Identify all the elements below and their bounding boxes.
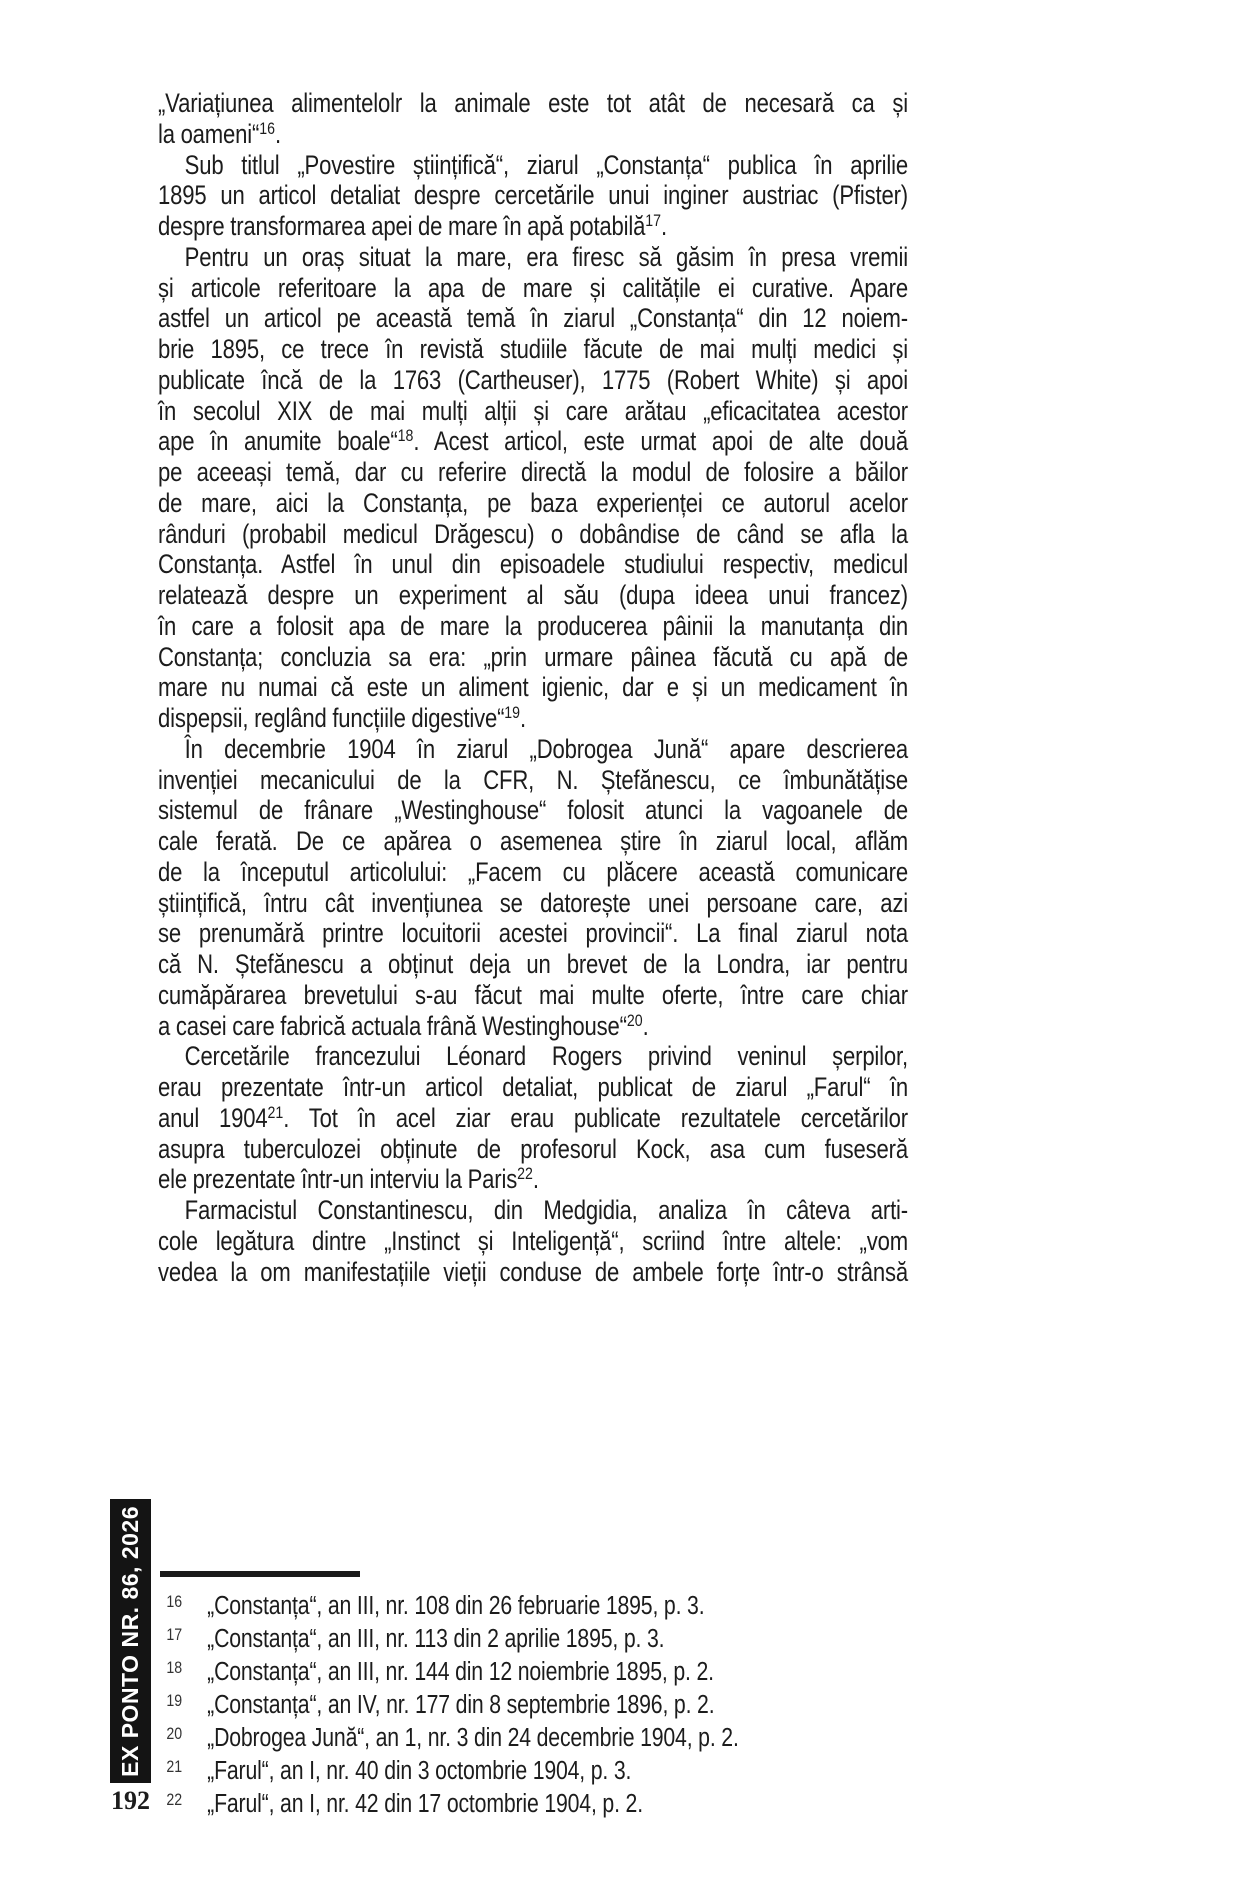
footnote-text: „Constanța“, an III, nr. 144 din 12 noiembrie 1895, p. 2. [207,1658,714,1686]
body-line: se prenumără printre locuitorii acestei provincii“. La final ziarul nota [158,918,908,949]
footnote-text: „Farul“, an I, nr. 40 din 3 octombrie 1904, p. 3. [207,1757,632,1785]
footnote-ref: 19 [504,703,521,722]
footnote: $^{22}$ „Farul“, an I, nr. 42 din 17 octombrie 1904, p. 2. [166,1790,643,1818]
body-line: cole legătura dintre „Instinct și Inteligență“, scriind între altele: „vom [158,1225,908,1256]
footnote: $^{19}$ „Constanța“, an IV, nr. 177 din 8 septembrie 1896, p. 2. [166,1691,715,1719]
footnote: $^{17}$ „Constanța“, an III, nr. 113 din 2 aprilie 1895, p. 3. [166,1625,665,1653]
body-line: asupra tuberculozei obținute de profesorul Kock, asa cum fuseseră [158,1133,908,1164]
body-line: Pentru un oraș situat la mare, era firesc să găsim în presa vremii [184,241,908,272]
body-line: pe aceeași temă, dar cu referire directă la modul de folosire a băilor [158,457,908,487]
body-line: sistemul de frânare „Westinghouse“ folosit atunci la vagoanele de [158,795,908,826]
body-line: științifică, întru cât invențiunea se datorește unei persoane care, azi [158,887,908,918]
footnote-ref: 21 [267,1102,284,1122]
body-line: erau prezentate într-un articol detaliat, publicat de ziarul „Farul“ în [158,1072,908,1102]
body-line: anul 1904$^{21}$. Tot în acel ziar erau publicate rezultatele cercetărilor [158,1102,908,1133]
body-line: În decembrie 1904 în ziarul „Dobrogea Jună“ apare descrierea [184,733,908,764]
footnote-text: „Dobrogea Jună“, an 1, nr. 3 din 24 decembrie 1904, p. 2. [207,1724,739,1752]
body-line: „Variațiunea alimentelolr la animale este tot atât de necesară ca și [158,88,908,118]
footnote: $^{21}$ „Farul“, an I, nr. 40 din 3 octombrie 1904, p. 3. [166,1757,632,1785]
footnote-separator-rule [160,1571,360,1577]
body-line: cale ferată. De ce apărea o asemenea știre în ziarul local, aflăm [158,826,908,856]
body-line: ele prezentate într-un interviu la Paris$^{22}$. [158,1164,539,1195]
body-line: de la începutul articolului: „Facem cu plăcere această comunicare [158,856,908,887]
footnote-ref: 16 [259,118,275,138]
body-line: și articole referitoare la apa de mare și calitățile ei curative. Apare [158,272,908,303]
body-line: rânduri (probabil medicul Drăgescu) o dobândise de când se afla la [158,518,908,549]
body-line: Constanța. Astfel în unul din episoadele studiului respectiv, medicul [158,549,908,580]
body-line: cumăpărarea brevetului s-au făcut mai multe oferte, între care chiar [158,979,908,1010]
footnote-text: „Constanța“, an III, nr. 108 din 26 februarie 1895, p. 3. [207,1592,705,1620]
body-line: mare nu numai că este un aliment igienic, dar e și un medicament în [158,672,908,703]
footnote-text: „Farul“, an I, nr. 42 din 17 octombrie 1904, p. 2. [207,1790,643,1818]
article-body [158,88,908,1287]
page-number: 192 [111,1786,150,1815]
body-line: astfel un articol pe această temă în ziarul „Constanța“ din 12 noiem- [158,303,908,334]
body-line: invenției mecanicului de la CFR, N. Ștefănescu, ce îmbunătățise [158,764,908,795]
body-line: ape în anumite boale“$^{18}$. Acest articol, este urmat apoi de alte două [158,426,908,457]
footnote: $^{16}$ „Constanța“, an III, nr. 108 din 26 februarie 1895, p. 3. [166,1592,705,1620]
body-line: brie 1895, ce trece în revistă studiile făcute de mai mulți medici și [158,334,908,364]
footnote-text: „Constanța“, an IV, nr. 177 din 8 septembrie 1896, p. 2. [207,1691,715,1719]
body-line: Sub titlul „Povestire științifică“, ziarul „Constanța“ publica în aprilie [184,149,908,180]
body-line: Constanța; concluzia sa era: „prin urmare pâinea făcută cu apă de [158,641,908,672]
journal-banner-label: EX PONTO NR. 86, 2026 [117,1505,143,1777]
body-line: Cercetările francezului Léonard Rogers privind veninul șerpilor, [184,1041,908,1072]
body-line: Farmacistul Constantinescu, din Medgidia, analiza în câteva arti- [184,1195,908,1225]
footnote-ref: 18 [397,426,414,446]
body-line: că N. Ștefănescu a obținut deja un brevet de la Londra, iar pentru [158,949,908,979]
footnote: $^{20}$ „Dobrogea Jună“, an 1, nr. 3 din 24 decembrie 1904, p. 2. [166,1724,739,1752]
body-line: relatează despre un experiment al său (dupa ideea unui francez) [158,580,908,610]
body-line: vedea la om manifestațiile vieții conduse de ambele forțe într-o strânsă [158,1256,908,1287]
journal-banner [110,1499,151,1783]
footnote-ref: 17 [645,211,662,230]
footnote: $^{18}$ „Constanța“, an III, nr. 144 din 12 noiembrie 1895, p. 2. [166,1658,714,1686]
body-line: 1895 un articol detaliat despre cercetările unui inginer austriac (Pfister) [158,180,908,211]
body-line: în secolul XIX de mai mulți alții și care arătau „eficacitatea acestor [158,395,908,426]
footnote-ref: 20 [626,1010,643,1030]
footnote-ref: 22 [517,1164,533,1184]
body-line: la oameni“$^{16}$. [158,118,281,149]
body-line: publicate încă de la 1763 (Cartheuser), 1775 (Robert White) și apoi [158,364,908,395]
body-line: a casei care fabrică actuala frână Westinghouse“$^{20}$. [158,1010,649,1041]
footnote-text: „Constanța“, an III, nr. 113 din 2 aprilie 1895, p. 3. [207,1625,665,1653]
body-line: de mare, aici la Constanța, pe baza experienței ce autorul acelor [158,487,908,518]
body-line: despre transformarea apei de mare în apă potabilă$^{17}$. [158,211,667,241]
body-line: în care a folosit apa de mare la producerea pâinii la manutanța din [158,610,908,641]
footnotes-section [158,1590,908,1821]
body-line: dispepsii, reglând funcțiile digestive“$^{19}$. [158,703,527,733]
